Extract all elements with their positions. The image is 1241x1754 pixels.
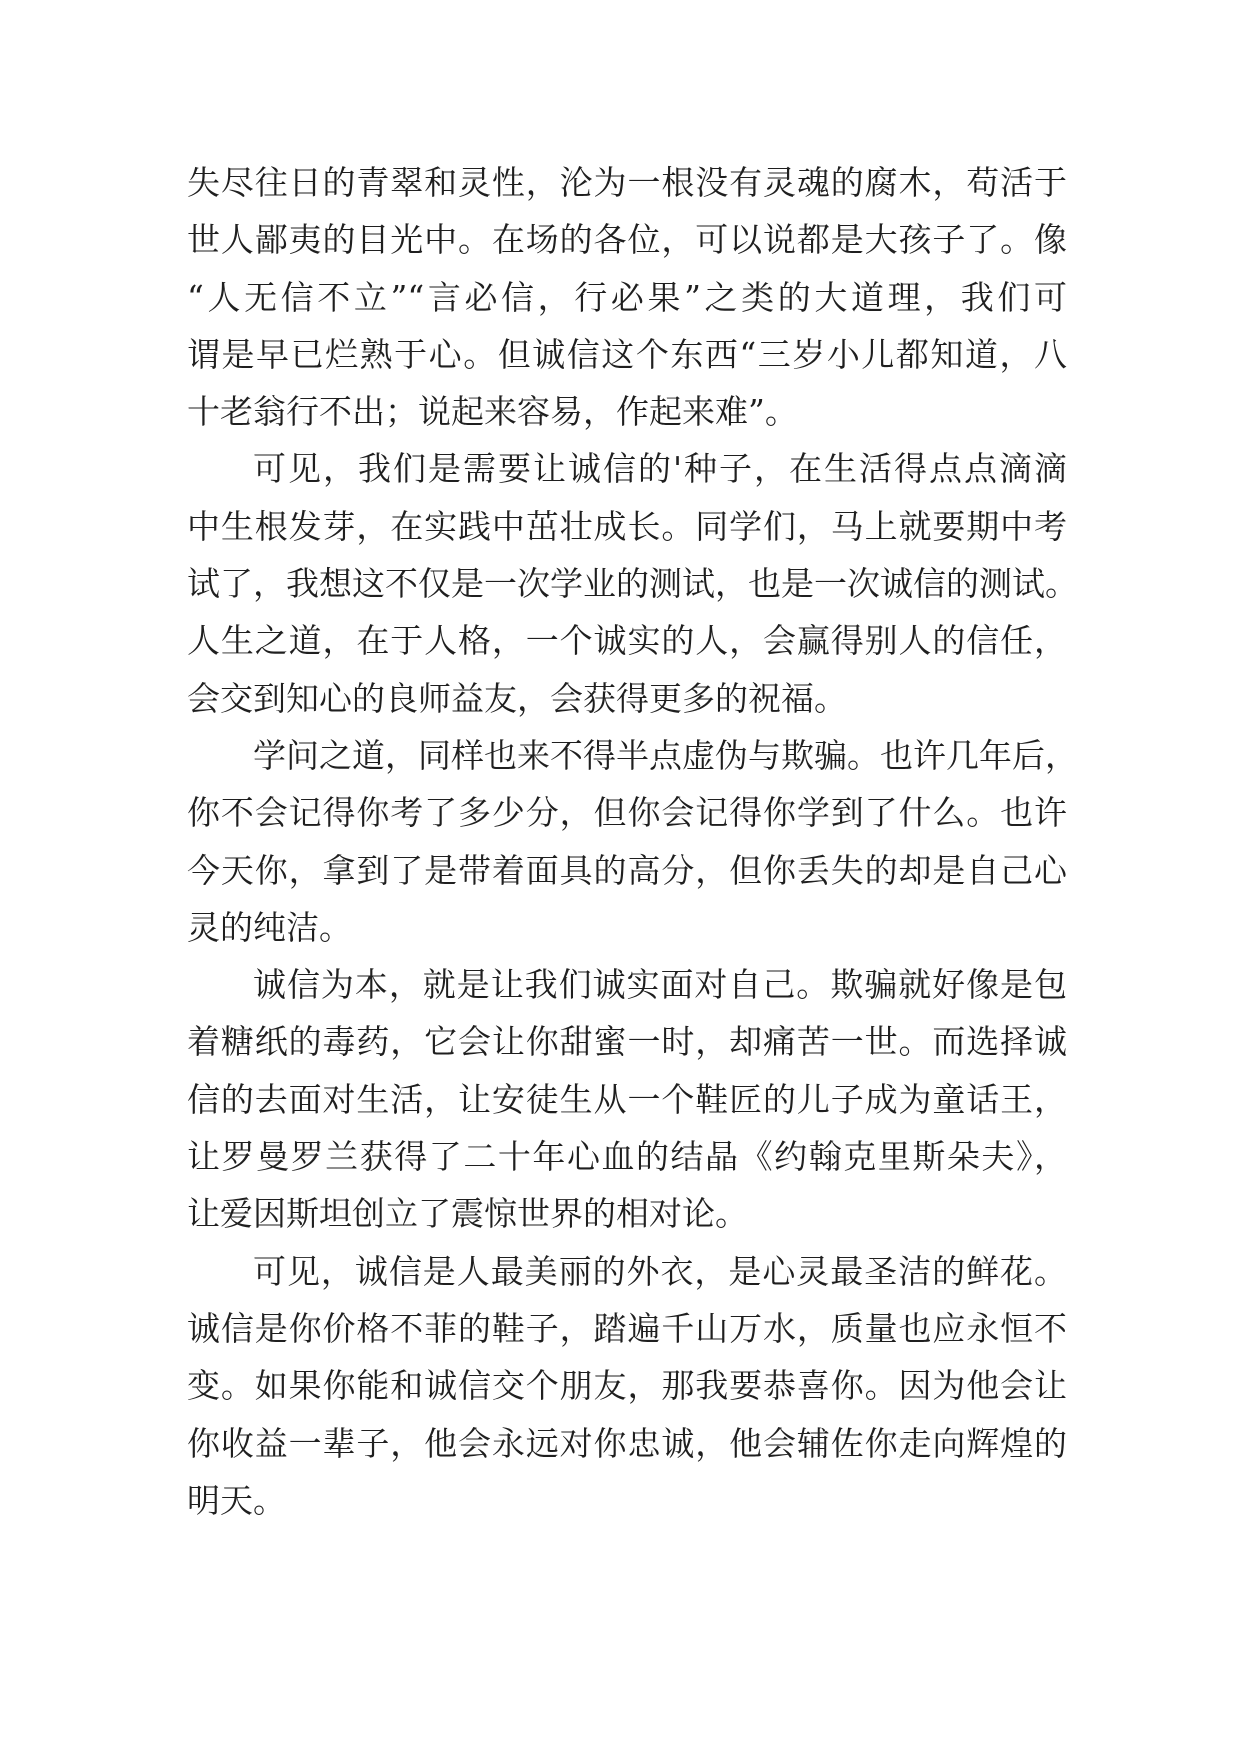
paragraph	[187, 440, 1078, 726]
text-line: 中生根发芽，在实践中茁壮成长。同学们，马上就要期中考	[187, 506, 1067, 546]
text-line: 你不会记得你考了多少分，但你会记得你学到了什么。也许	[187, 793, 1067, 833]
text-line: 可见，诚信是人最美丽的外衣，是心灵最圣洁的鲜花。	[253, 1251, 1067, 1291]
text-line: 十老翁行不出；说起来容易，作起来难”。	[187, 392, 798, 432]
text-line: 让罗曼罗兰获得了二十年心血的结晶《约翰克里斯朵夫》，	[187, 1137, 1067, 1177]
text-line: 着糖纸的毒药，它会让你甜蜜一时，却痛苦一世。而选择诚	[187, 1022, 1067, 1062]
paragraph	[187, 956, 1067, 1242]
text-line: 灵的纯洁。	[187, 907, 352, 947]
paragraph	[187, 154, 1067, 440]
text-line: 人生之道，在于人格，一个诚实的人，会赢得别人的信任，	[187, 621, 1067, 661]
paragraph	[187, 727, 1078, 956]
text-line: 失尽往日的青翠和灵性，沦为一根没有灵魂的腐木，苟活于	[187, 163, 1067, 202]
text-line: 你收益一辈子，他会永远对你忠诚，他会辅佐你走向辉煌的	[187, 1423, 1067, 1463]
text-line: 诚信是你价格不菲的鞋子，踏遍千山万水，质量也应永恒不	[187, 1308, 1067, 1348]
text-line: 明天。	[187, 1480, 286, 1520]
text-line: 让爱因斯坦创立了震惊世界的相对论。	[187, 1194, 748, 1234]
text-line: 谓是早已烂熟于心。但诚信这个东西“三岁小儿都知道，八	[187, 334, 1067, 374]
text-line: 试了，我想这不仅是一次学业的测试，也是一次诚信的测试。	[187, 564, 1078, 604]
paragraph	[187, 1243, 1067, 1529]
text-line: 世人鄙夷的目光中。在场的各位，可以说都是大孩子了。像	[187, 220, 1067, 260]
body-text	[187, 154, 1078, 1529]
text-line: “人无信不立”“言必信，行必果”之类的大道理，我们可	[187, 277, 1067, 317]
text-line: 诚信为本，就是让我们诚实面对自己。欺骗就好像是包	[253, 965, 1067, 1005]
text-line: 会交到知心的良师益友，会获得更多的祝福。	[187, 678, 847, 718]
text-line: 今天你，拿到了是带着面具的高分，但你丢失的却是自己心	[187, 850, 1067, 890]
text-line: 变。如果你能和诚信交个朋友，那我要恭喜你。因为他会让	[187, 1366, 1067, 1406]
text-line: 可见，我们是需要让诚信的'种子，在生活得点点滴滴	[253, 449, 1067, 489]
text-line: 学问之道，同样也来不得半点虚伪与欺骗。也许几年后，	[253, 735, 1078, 775]
text-line: 信的去面对生活，让安徒生从一个鞋匠的儿子成为童话王，	[187, 1079, 1067, 1119]
